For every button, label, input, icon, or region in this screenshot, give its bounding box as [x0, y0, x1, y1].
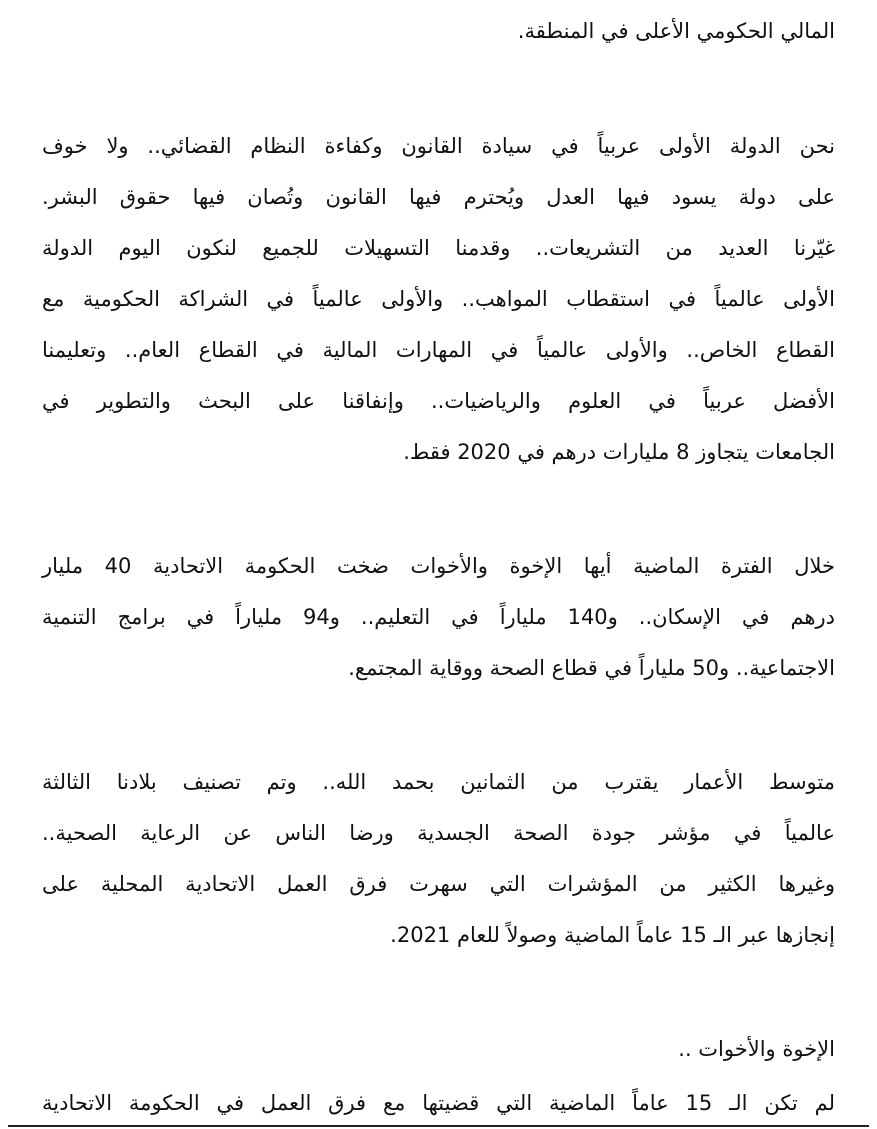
paragraph-line: الجامعات يتجاوز 8 مليارات درهم في 2020 فقط.: [403, 440, 835, 464]
paragraph-line: خلال الفترة الماضية أيها الإخوة والأخوات ضخت الحكومة الاتحادية 40 مليار: [42, 554, 835, 578]
paragraph-line: درهم في الإسكان.. و140 ملياراً في التعليم.. و94 ملياراً في برامج التنمية: [42, 605, 835, 629]
paragraph-line: الأولى عالمياً في استقطاب المواهب.. والأولى عالمياً في الشراكة الحكومية مع: [42, 287, 835, 311]
paragraph-line: عالمياً في مؤشر جودة الصحة الجسدية ورضا الناس عن الرعاية الصحية..: [42, 821, 835, 845]
paragraph-line: غيّرنا العديد من التشريعات.. وقدمنا التسهيلات للجميع لنكون اليوم الدولة: [42, 236, 835, 260]
paragraph-5: [42, 1024, 835, 1075]
paragraph-line: الاجتماعية.. و50 ملياراً في قطاع الصحة ووقاية المجتمع.: [348, 656, 835, 680]
paragraph-2: [42, 121, 835, 478]
paragraph-3: [42, 541, 835, 694]
paragraph-1: [42, 6, 835, 57]
paragraph-4: [42, 757, 835, 961]
paragraph-line: إنجازها عبر الـ 15 عاماً الماضية وصولاً للعام 2021.: [390, 923, 835, 947]
paragraph-line: الإخوة والأخوات ..: [678, 1037, 835, 1061]
paragraph-line: نحن الدولة الأولى عربياً في سيادة القانون وكفاءة النظام القضائي.. ولا خوف: [42, 134, 835, 158]
paragraph-line: لم تكن الـ 15 عاماً الماضية التي قضيتها مع فرق العمل في الحكومة الاتحادية: [42, 1091, 835, 1115]
paragraph-line: المالي الحكومي الأعلى في المنطقة.: [517, 19, 835, 43]
paragraph-line: القطاع الخاص.. والأولى عالمياً في المهارات المالية في القطاع العام.. وتعليمنا: [42, 338, 835, 362]
paragraph-6: [42, 1078, 835, 1129]
paragraph-line: متوسط الأعمار يقترب من الثمانين بحمد الله.. وتم تصنيف بلادنا الثالثة: [42, 770, 835, 794]
paragraph-line: على دولة يسود فيها العدل ويُحترم فيها القانون وتُصان فيها حقوق البشر.: [42, 185, 835, 209]
paragraph-line: الأفضل عربياً في العلوم والرياضيات.. وإنفاقنا على البحث والتطوير في: [42, 389, 835, 413]
paragraph-line: وغيرها الكثير من المؤشرات التي سهرت فرق العمل الاتحادية المحلية على: [42, 872, 835, 896]
